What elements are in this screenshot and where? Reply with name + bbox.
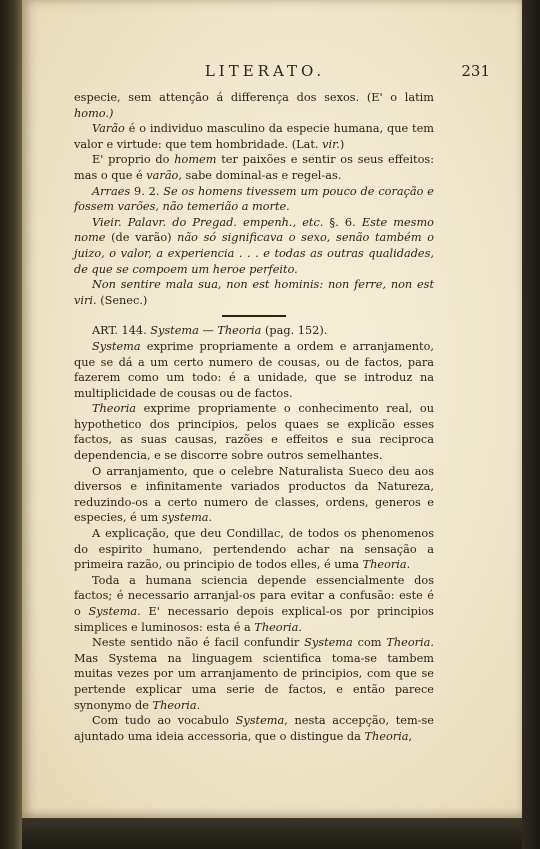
paragraph-continuation: [74, 90, 434, 121]
article-number: ART. 144.: [92, 324, 151, 338]
text-run: Mas Systema na linguagem scientifica toma-se tambem muitas vezes por um arranjamento de principios, com que se pertende explicar uma serie de factos, e então parece synonymo de: [74, 651, 434, 712]
text-run: Neste sentido não é facil confundir: [92, 636, 305, 650]
text-run: Theoria.: [152, 698, 201, 712]
text-run: Se os homens tivessem um pouco de coração e fossem varões, não temerião a morte.: [74, 184, 434, 214]
text-run: A explicação, que deu Condillac, de todos os phenomenos do espirito humano, pertendendo achar na sensação a primeira razão, ou principio de todos elles, é uma: [74, 527, 434, 572]
article-page-ref: (pag. 152).: [261, 324, 328, 338]
paragraph-varao: [74, 121, 434, 152]
text-run: especie, sem attenção á differença dos sexos. (E' o latim: [74, 91, 434, 104]
text-run: Theoria.: [362, 558, 411, 572]
text-run: varão: [146, 168, 179, 182]
text-run: Systema: [304, 636, 353, 650]
text-run: O arranjamento, que o celebre Naturalista Sueco deu aos diversos e infinitamente variados productos da Natureza, reduzindo-os a certo numero de classes, ordens, generos e especies, é um: [74, 464, 434, 525]
right-margin-strip: [522, 0, 540, 849]
text-run: Theoria.: [386, 636, 434, 650]
text-run: exprime propriamente o conhecimento real, ou hypothetico dos principios, pelos quaes se explicão esses factos, as suas causas, razões e effeitos e sua reciproca dependencia, e se discorre sobre outros semelhantes.: [74, 402, 434, 463]
text-run: Com tudo ao vocabulo: [92, 714, 236, 728]
paragraph-condillac: [74, 526, 434, 573]
paragraph-naturalist: [74, 464, 434, 526]
text-run: ): [339, 137, 345, 151]
text-run: Arraes: [92, 184, 131, 198]
text-run: Systema.: [88, 605, 141, 618]
text-run: Theoria.: [254, 620, 302, 634]
text-run: ,: [408, 729, 413, 743]
quote-vieira: [74, 215, 434, 277]
text-run: systema.: [161, 511, 213, 525]
paragraph-sentido: [74, 635, 434, 713]
text-run: vir.: [322, 137, 340, 151]
text-run: com: [352, 636, 387, 650]
page-number: 231: [461, 62, 490, 80]
text-run: exprime propriamente a ordem e arranjamento, que se dá a um certo numero de cousas, ou de factos, para fazerem como um todo: é a unidade, que se introduz na multiplicidade de cousas ou de factos.: [74, 339, 434, 400]
text-run: Toda a humana sciencia depende essencialmente dos factos; é necessario arranjal-os para evitar a confusão: este é o: [74, 573, 434, 618]
text-run: homem: [174, 153, 217, 167]
text-run: ter paixões e sentir os seus effeitos: mas o que é: [74, 153, 434, 182]
text-run: 9. 2.: [130, 184, 164, 198]
article-title: Systema — Theoria: [150, 324, 262, 338]
text-run: Varão: [92, 122, 125, 136]
running-title: LITERATO.: [204, 62, 326, 80]
quote-arraes: [74, 184, 434, 215]
text-run: Este mesmo nome: [74, 215, 434, 245]
paragraph-vocabulo: [74, 713, 434, 744]
section-divider: [222, 315, 286, 317]
text-run: E' necessario depois explical-os por principios simplices e luminosos: esta é a: [74, 605, 434, 634]
text-run: Theoria: [364, 729, 409, 743]
text-run: , nesta accepção, tem-se ajuntado uma ideia accessoria, que o distingue da: [74, 714, 434, 743]
text-run: (Senec.): [96, 293, 148, 307]
page-bottom-shadow: [22, 818, 522, 849]
page-header: [40, 62, 490, 84]
text-run: , sabe dominal-as e regel-as.: [178, 168, 342, 182]
text-run: §. 6.: [323, 215, 362, 229]
paragraph-homem: [74, 152, 434, 183]
text-run: E' proprio do: [92, 153, 175, 167]
text-run: Non sentire mala sua, non est hominis: non ferre, non est viri.: [74, 278, 434, 307]
article-heading: [74, 323, 434, 339]
text-run: Vieir. Palavr. do Pregad. empenh., etc.: [92, 215, 324, 229]
page-text: [74, 90, 434, 744]
paragraph-systema-def: [74, 339, 434, 401]
quote-seneca: [74, 277, 434, 308]
paragraph-sciencia: [74, 573, 434, 635]
binding-edge: [0, 0, 22, 849]
text-run: Theoria: [92, 402, 137, 416]
text-run: (de varão): [105, 231, 178, 245]
paragraph-theoria-def: [74, 401, 434, 463]
text-run: homo.): [74, 106, 114, 120]
text-run: não só significava o sexo, senão também o juizo, o valor, a experiencia . . . e todas as outras qualidades, de que se compoem um heroe perfeito.: [74, 231, 434, 276]
text-run: é o individuo masculino da especie humana, que tem valor e virtude: que tem hombridade. (Lat.: [74, 122, 434, 151]
text-run: Systema: [235, 714, 285, 728]
text-run: Systema: [92, 339, 141, 353]
